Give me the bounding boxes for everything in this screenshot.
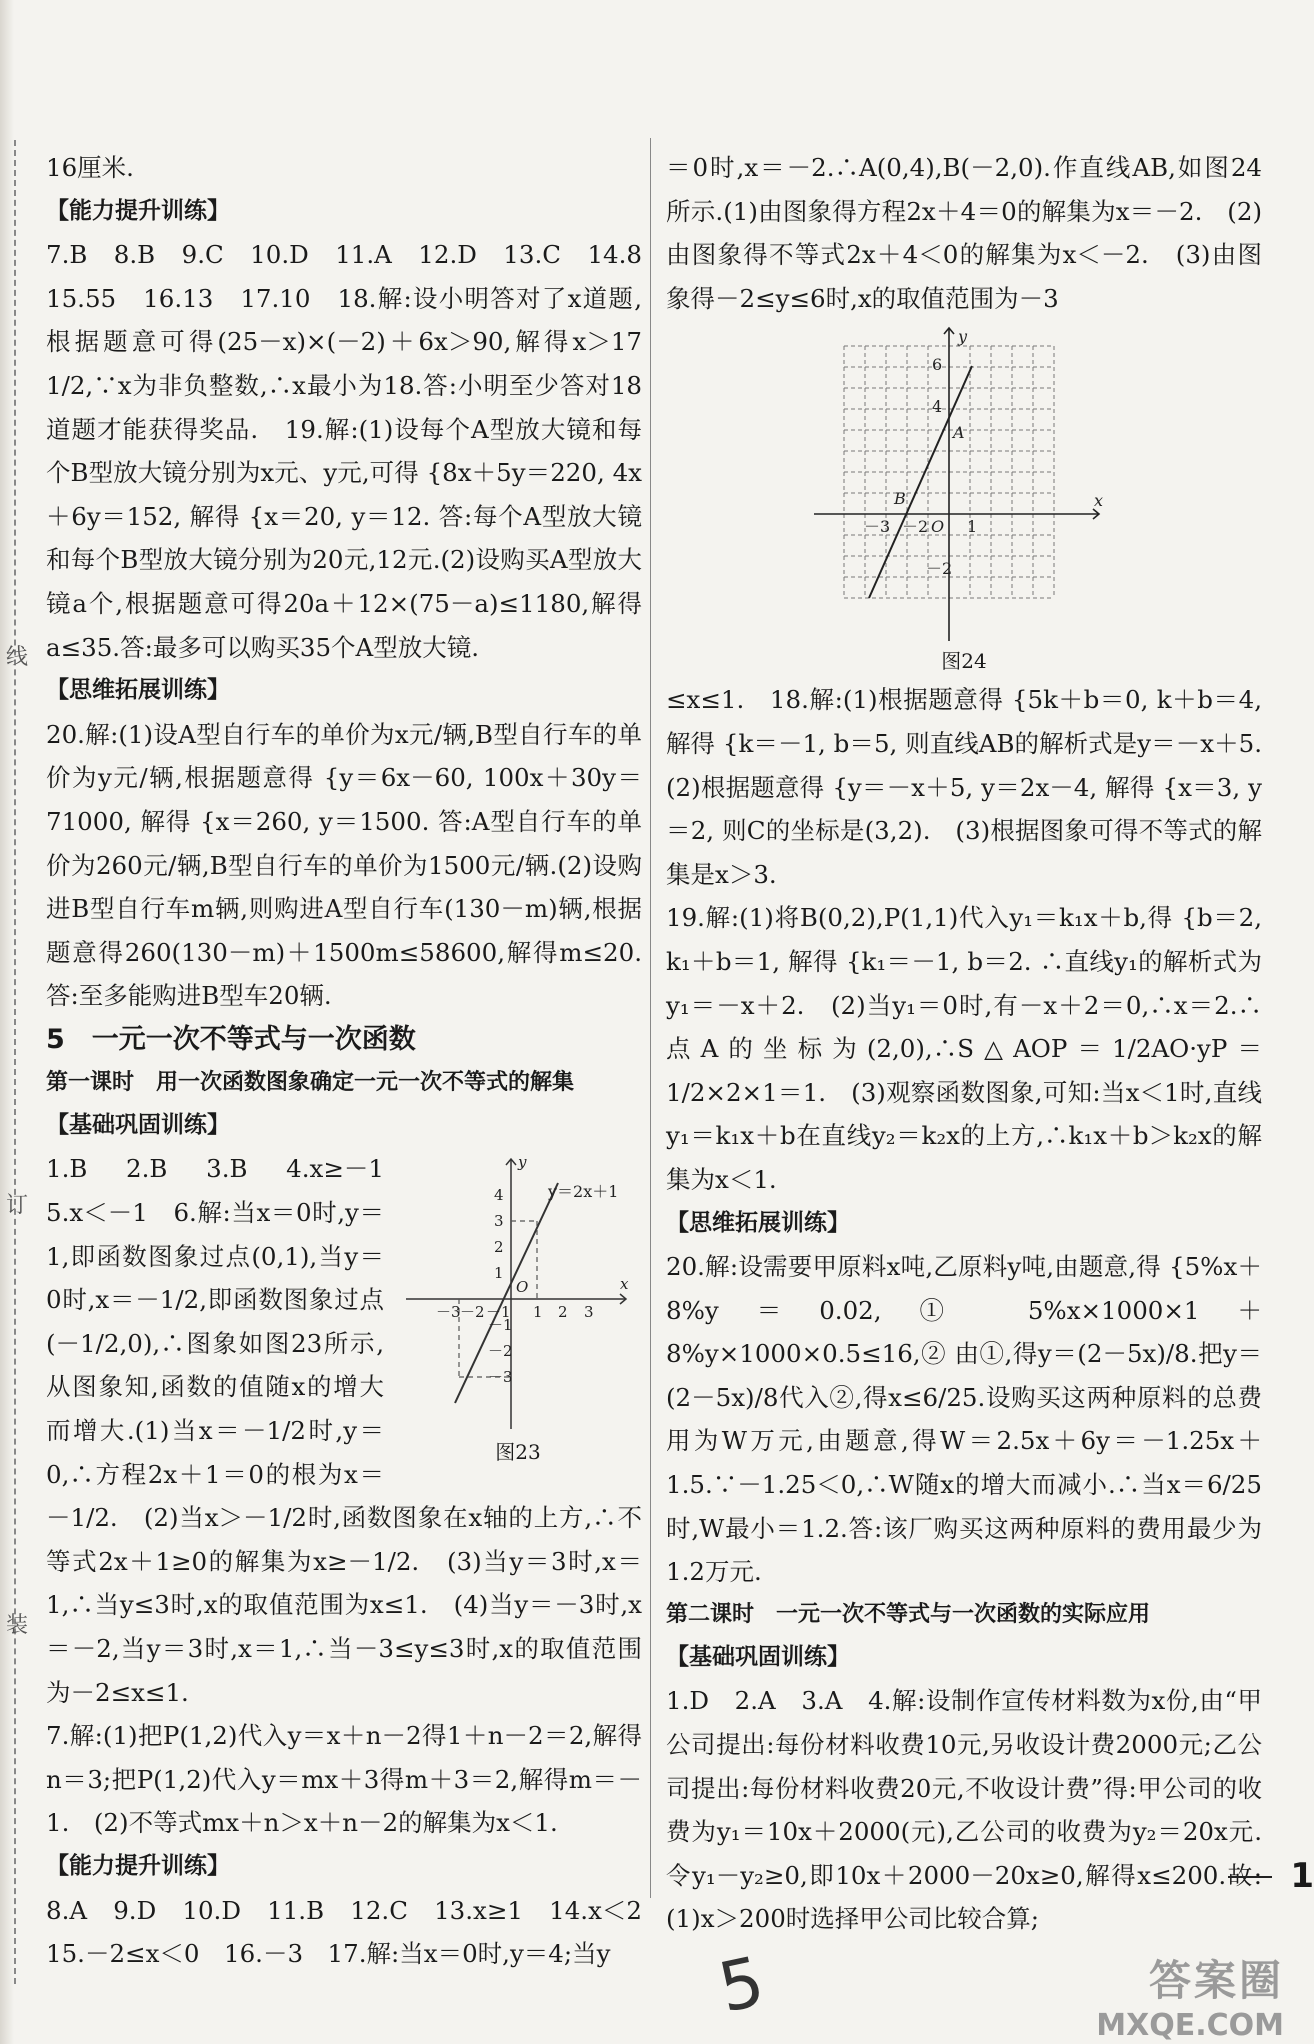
y-tick-label: －2 <box>488 1342 513 1361</box>
x-axis-label: x <box>1094 491 1104 511</box>
figure-24 <box>666 326 1262 676</box>
binding-mark-mid: 订 <box>6 1193 29 1218</box>
paragraph: 20.解:设需要甲原料x吨,乙原料y吨,由题意,得 {5%x＋8%y＝0.02,① 5%x×1000×1＋8%y×1000×0.5≤16,② 由①,得y＝(2－5x)/8.把y＝(2－5x)/8代入②,得x≤6/25.设购买这两种原料的总费用为W万元,由题意,得W＝2.5x＋6y＝－1.25x＋1.5.∵－1.25＜0,∴W随x的增大而减小.∴当x＝6/25时,W最小＝1.2.答:该厂购买这两种原料的费用最少为1.2万元. <box>666 1252 1262 1587</box>
x-tick-label: －2 <box>460 1303 485 1322</box>
x-tick-label: －1 <box>486 1303 511 1322</box>
section-heading: 【能力提升训练】 <box>46 197 230 224</box>
y-tick-label: －3 <box>488 1368 513 1387</box>
paragraph: 19.解:(1)将B(0,2),P(1,1)代入y₁＝k₁x＋b,得 {b＝2, k₁＋b＝1, 解得 {k₁＝－1, b＝2. ∴直线y₁的解析式为y₁＝－x＋2. (2)当y₁＝0时,有－x＋2＝0,∴x＝2.∴点A的坐标为(2,0),∴S△AOP＝1/2AO·yP＝1/2×2×1＝1. (3)观察函数图象,可知:当x＜1时,直线y₁＝k₁x＋b在直线y₂＝k₂x的上方,∴k₁x＋b＞k₂x的解集为x＜1. <box>666 903 1262 1194</box>
paragraph: 7.解:(1)把P(1,2)代入y＝x＋n－2得1＋n－2＝2,解得n＝3;把P(1,2)代入y＝mx＋3得m＋3＝2,解得m＝－1. (2)不等式mx＋n＞x＋n－2的解集为x＜1. <box>46 1721 642 1838</box>
paragraph: 16厘米. <box>46 153 134 182</box>
binding-mark-bottom: 装 <box>6 1613 29 1638</box>
figure-caption: 图23 <box>495 1440 541 1465</box>
paragraph: ≤x≤1. 18.解:(1)根据题意得 {5k＋b＝0, k＋b＝4, 解得 {k＝－1, b＝5, 则直线AB的解析式是y＝－x＋5. (2)根据题意得 {y＝－x＋5, y＝2x－4, 解得 {x＝3, y＝2, 则C的坐标是(3,2). (3)根据图象可得不等式的解集是x＞3. <box>666 685 1287 889</box>
page-number-dash <box>1228 1876 1272 1878</box>
y-tick-label: 3 <box>494 1212 504 1231</box>
x-tick-label: －2 <box>902 517 929 537</box>
y-axis-label: y <box>518 1153 527 1172</box>
x-tick-label: －3 <box>864 517 891 537</box>
paragraph: 1.B 2.B 3.B 4.x≥－1 5.x＜－1 6.解:当x＝0时,y＝1,即函数图象过点(0,1),当y＝0时,x＝－1/2,即函数图象过点(－1/2,0),∴图象如图23所示,从图象知,函数的值随x的增大而增大.(1)当x＝－1/2时,y＝0,∴方程2x＋1＝0的根为x＝－1/2. (2)当x＞－1/2时,函数图象在x轴的上方,∴不等式2x＋1≥0的解集为x≥－1/2. (3)当y＝3时,x＝1,∴当y≤3时,x的取值范围为x≤1. (4)当y＝－3时,x＝－2,当y＝3时,x＝1,∴当－3≤y≤3时,x的取值范围为－2≤x≤1. <box>46 1154 642 1707</box>
line-label: y＝2x＋1 <box>548 1182 619 1202</box>
origin-label: O <box>516 1278 529 1297</box>
x-tick-label: 2 <box>558 1303 568 1322</box>
binding-mark-top: 线 <box>6 645 29 670</box>
x-tick-label: －3 <box>436 1303 461 1322</box>
point-b-label: B <box>894 489 906 509</box>
section-heading: 【基础巩固训练】 <box>666 1643 850 1670</box>
x-tick-label: 3 <box>584 1303 594 1322</box>
x-tick-label: 1 <box>967 517 978 537</box>
watermark <box>1096 1948 1284 2043</box>
watermark-logo-text: 答案圈 <box>1148 1956 1284 2005</box>
column-divider <box>650 138 651 1898</box>
x-axis-label: x <box>620 1275 629 1294</box>
paragraph: 1.D 2.A 3.A 4.解:设制作宣传材料数为x份,由“甲公司提出:每份材料收费10元,另收设计费2000元;乙公司提出:每份材料收费20元,不收设计费”得:甲公司的收费为y₁＝10x＋2000(元),乙公司的收费为y₂＝20x元.令y₁－y₂≥0,即10x＋2000－20x≥0,解得x≤200.故:(1)x＞200时选择甲公司比较合算; <box>666 1686 1262 1934</box>
y-tick-label: 4 <box>494 1186 504 1205</box>
watermark-url: MXQE.COM <box>1096 2008 1284 2043</box>
binding-line <box>14 140 16 1984</box>
y-tick-label: 2 <box>494 1238 504 1257</box>
section-heading: 【思维拓展训练】 <box>666 1209 850 1236</box>
y-tick-label: 1 <box>494 1264 504 1283</box>
handwritten-mark: 5 <box>712 1942 772 2029</box>
figure-caption: 图24 <box>941 649 987 674</box>
paragraph: 8.A 9.D 10.D 11.B 12.C 13.x≥1 14.x＜2 15.－2≤x＜0 16.－3 17.解:当x＝0时,y＝4;当y <box>46 1895 667 1969</box>
section-heading: 【思维拓展训练】 <box>46 677 230 704</box>
line-ab <box>869 366 972 598</box>
left-column <box>46 146 667 1976</box>
lesson-title: 第一课时 用一次函数图象确定一元一次不等式的解集 <box>46 1069 575 1095</box>
point-a-label: A <box>953 423 965 443</box>
y-tick-label: －1 <box>488 1316 513 1335</box>
x-tick-label: 1 <box>533 1303 543 1322</box>
figure-23 <box>394 1147 642 1467</box>
paragraph: ＝0时,x＝－2.∴A(0,4),B(－2,0).作直线AB,如图24所示.(1)由图象得方程2x＋4＝0的解集为x＝－2. (2)由图象得不等式2x＋4＜0的解集为x＜－2. (3)由图象得－2≤y≤6时,x的取值范围为－3 <box>666 153 1262 313</box>
section-heading: 【能力提升训练】 <box>46 1852 230 1879</box>
page-edge <box>0 0 14 2044</box>
y-axis-label: y <box>958 327 968 347</box>
y-tick-label: 6 <box>932 355 943 375</box>
right-column <box>666 146 1287 1941</box>
paragraph: 20.解:(1)设A型自行车的单价为x元/辆,B型自行车的单价为y元/辆,根据题意得 {y＝6x－60, 100x＋30y＝71000, 解得 {x＝260, y＝1500. 答:A型自行车的单价为260元/辆,B型自行车的单价为1500元/辆.(2)设购进B型自行车m辆,则购进A型自行车(130－m)辆,根据题意得260(130－m)＋1500m≤58600,解得m≤20.答:至多能购进B型车20辆. <box>46 719 642 1011</box>
y-tick-label: －2 <box>926 559 953 579</box>
section-heading: 【基础巩固训练】 <box>46 1111 230 1138</box>
figure-24-graph <box>814 326 1114 646</box>
origin-label: O <box>931 517 945 537</box>
page-number: 1 <box>1290 1856 1314 1896</box>
y-tick-label: 4 <box>932 397 943 417</box>
figure-23-graph <box>398 1147 638 1437</box>
paragraph: 7.B 8.B 9.C 10.D 11.A 12.D 13.C 14.8 15.55 16.13 17.10 18.解:设小明答对了x道题,根据题意可得(25－x)×(－2)＋6x＞90,解得x＞17 1/2,∵x为非负整数,∴x最小为18.答:小明至少答对18道题才能获得奖品. 19.解:(1)设每个A型放大镜和每个B型放大镜分别为x元、y元,可得 {8x＋5y＝220, 4x＋6y＝152, 解得 {x＝20, y＝12. 答:每个A型放大镜和每个B型放大镜分别为20元,12元.(2)设购买A型放大镜a个,根据题意可得20a＋12×(75－a)≤1180,解得a≤35.答:最多可以购买35个A型放大镜. <box>46 240 667 662</box>
lesson-title: 第二课时 一元一次不等式与一次函数的实际应用 <box>666 1601 1151 1627</box>
section-title: 5 一元一次不等式与一次函数 <box>46 1023 416 1055</box>
